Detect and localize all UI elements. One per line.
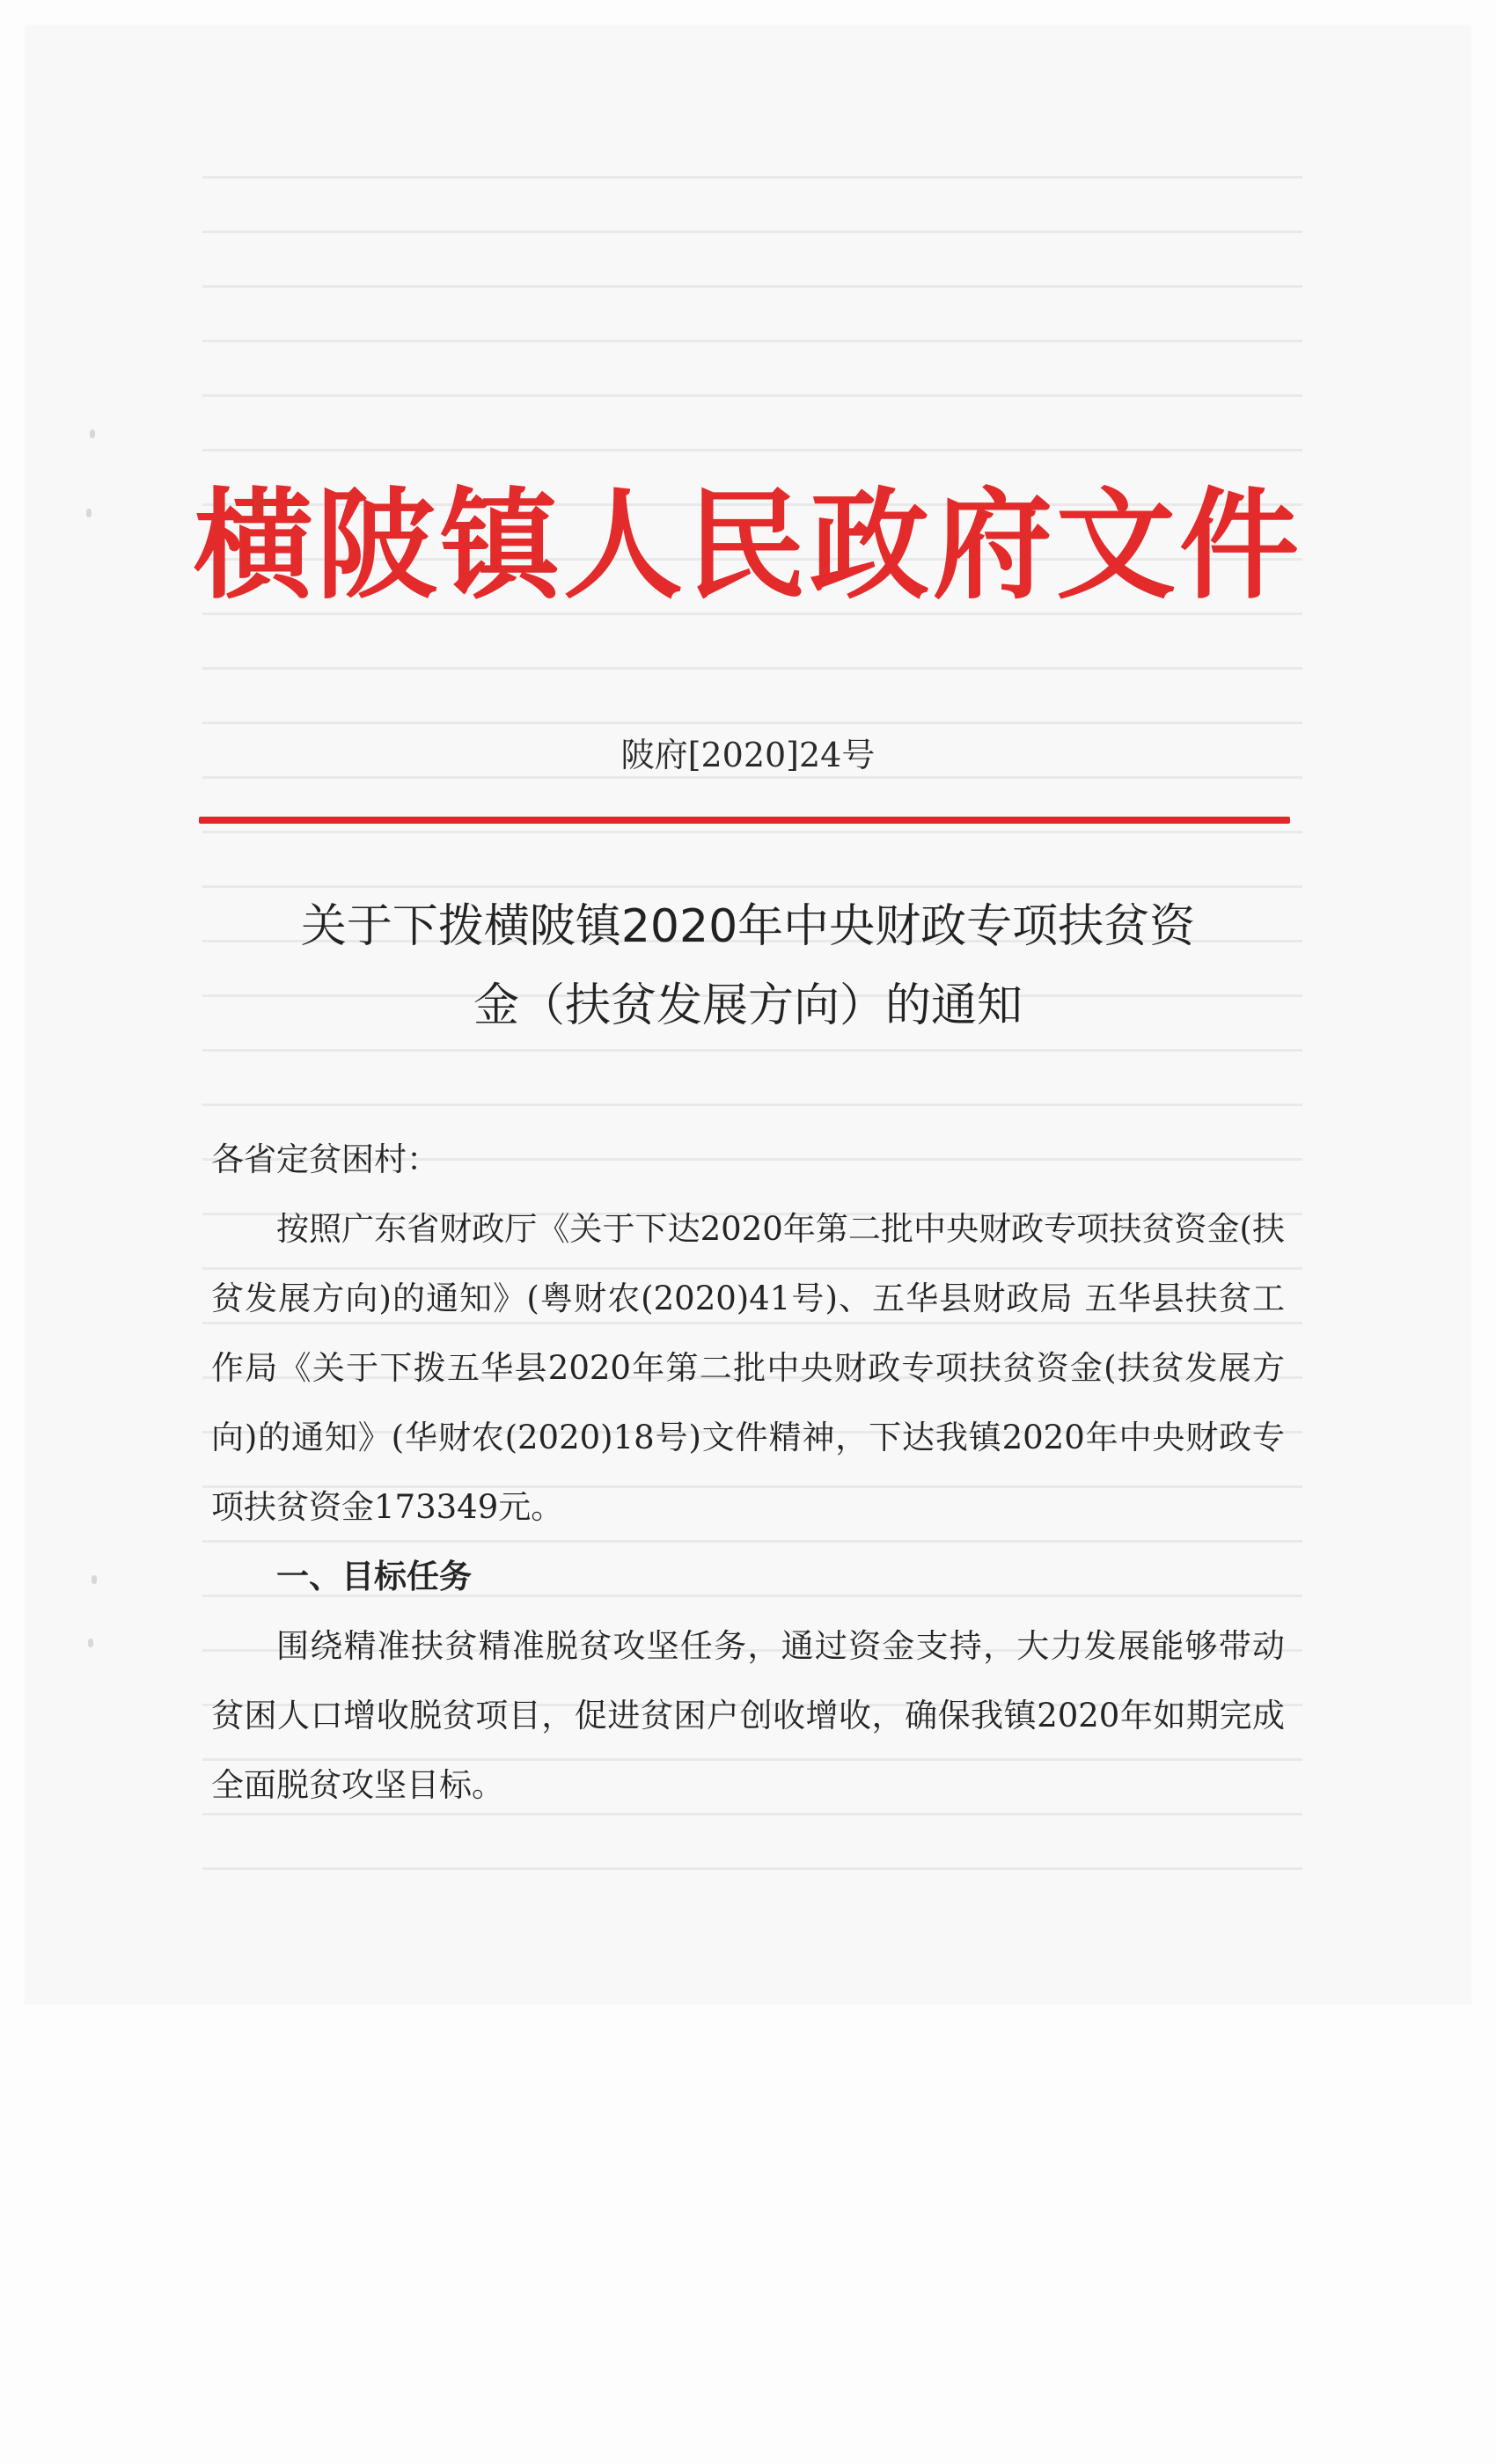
salutation: 各省定贫困村： (211, 1140, 439, 1178)
paragraph-objectives: 围绕精准扶贫精准脱贫攻坚任务，通过资金支持，大力发展能够带动贫困人口增收脱贫项目，促进贫困户创收增收，确保我镇2020年如期完成全面脱贫攻坚目标。 (211, 1627, 1285, 1804)
document-body (211, 1125, 1285, 1820)
issuing-authority-header: 横陂镇人民政府文件 (194, 475, 1302, 616)
punch-mark (86, 509, 92, 517)
punch-mark (90, 429, 95, 438)
red-divider-line (199, 817, 1290, 824)
section-heading-objectives: 一、目标任务 (276, 1558, 472, 1595)
document-number: 陂府[2020]24号 (620, 736, 876, 774)
punch-mark (92, 1575, 97, 1584)
document-title (176, 887, 1320, 1045)
document-title-line-2: 金（扶贫发展方向）的通知 (473, 979, 1023, 1032)
document-title-line-1: 关于下拨横陂镇2020年中央财政专项扶贫资 (300, 900, 1196, 953)
punch-mark (88, 1639, 93, 1647)
paragraph-basis: 按照广东省财政厅《关于下达2020年第二批中央财政专项扶贫资金(扶贫发展方向)的通知》(粤财农(2020)41号)、五华县财政局 五华县扶贫工作局《关于下拨五华县2020年第二批中央财政专项扶贫资金(扶贫发展方向)的通知》(华财农(2020)18号)文件精神，下达我镇2020年中央财政专项扶贫资金173349元。 (211, 1210, 1285, 1526)
